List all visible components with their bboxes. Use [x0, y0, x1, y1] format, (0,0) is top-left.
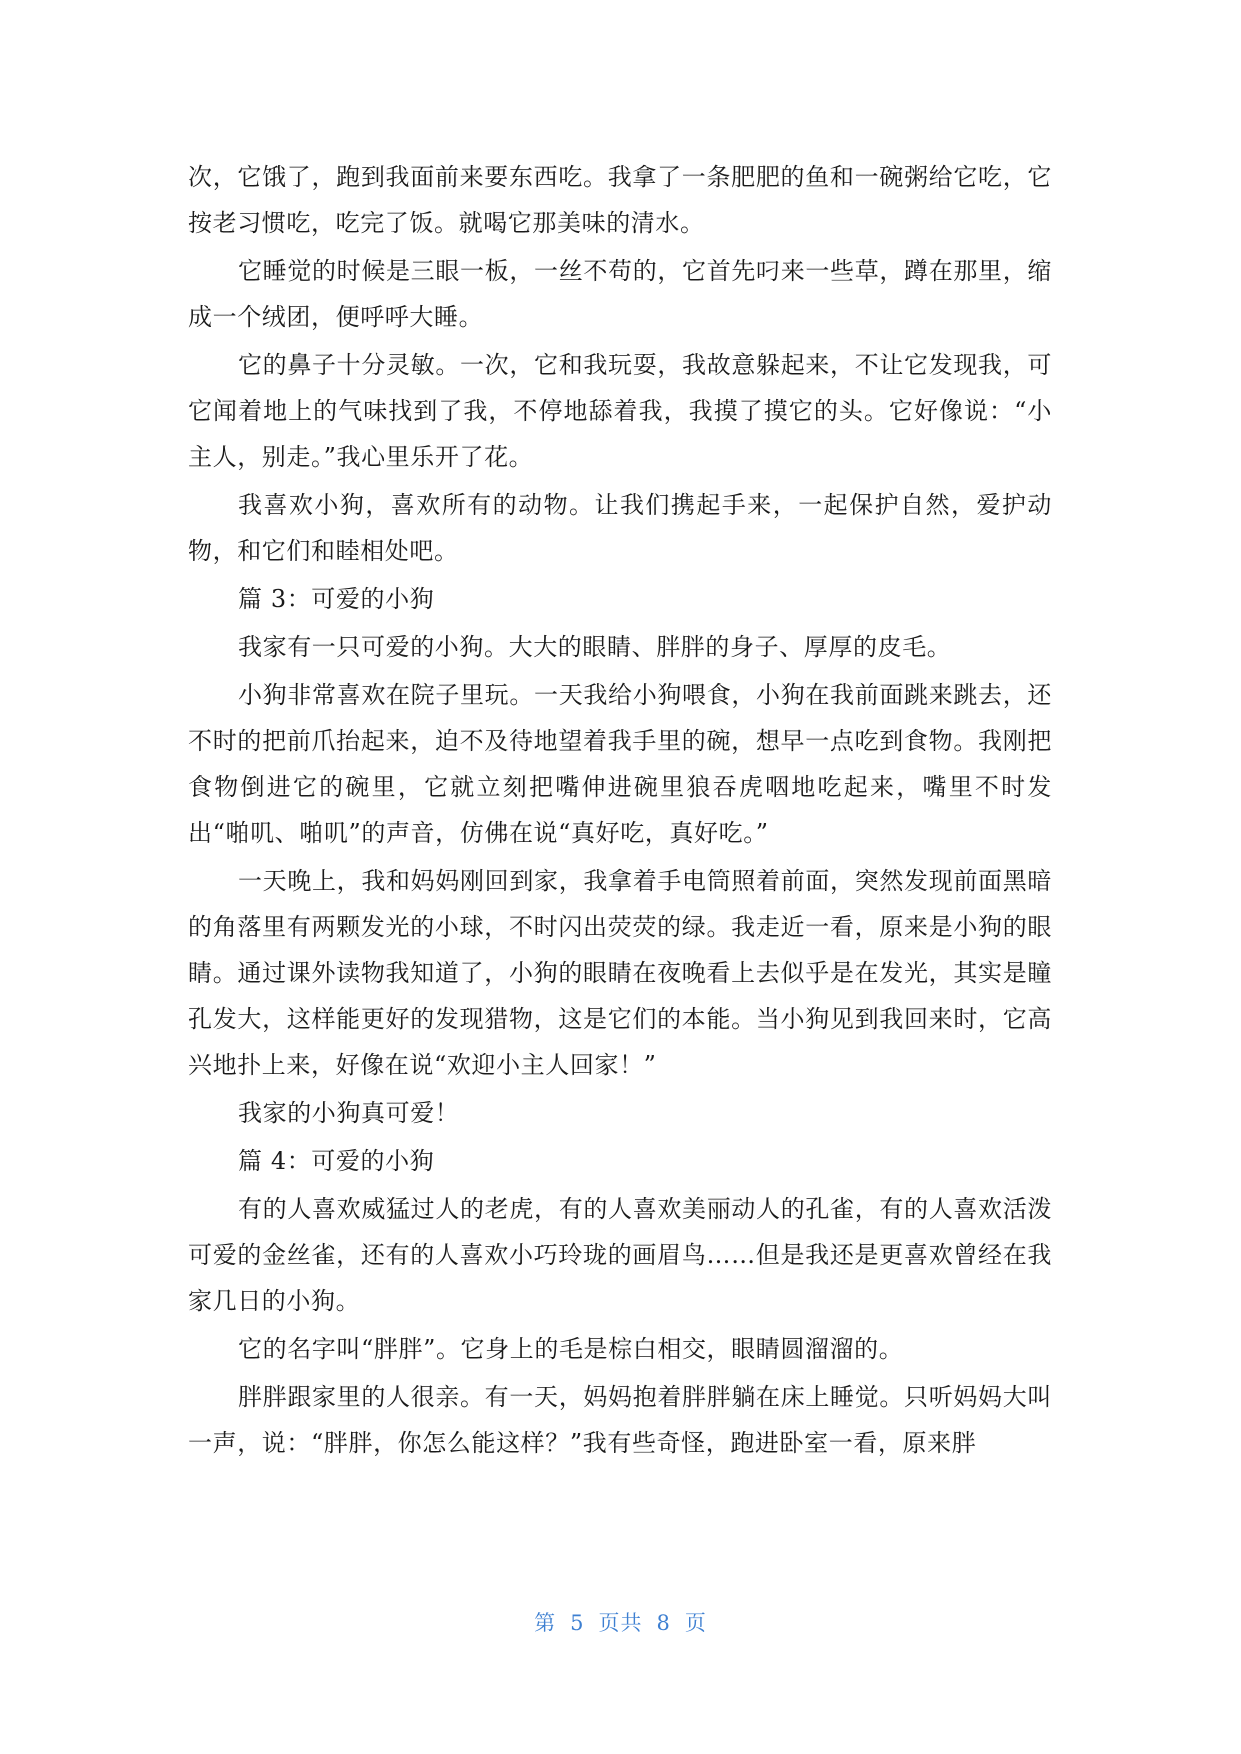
paragraph-9: 有的人喜欢威猛过人的老虎，有的人喜欢美丽动人的孔雀，有的人喜欢活泼可爱的金丝雀，还有的人喜欢小巧玲珑的画眉鸟……但是我还是更喜欢曾经在我家几日的小狗。: [188, 1195, 1052, 1315]
section-heading-3: 篇 3：可爱的小狗: [238, 585, 435, 613]
section-heading-4: 篇 4：可爱的小狗: [238, 1147, 435, 1175]
paragraph-6: 小狗非常喜欢在院子里玩。一天我给小狗喂食，小狗在我前面跳来跳去，还不时的把前爪抬起来，迫不及待地望着我手里的碗，想早一点吃到食物。我刚把食物倒进它的碗里，它就立刻把嘴伸进碗里狼吞虎咽地吃起来，嘴里不时发出“啪叽、啪叽”的声音，仿佛在说“真好吃，真好吃。”: [188, 681, 1052, 847]
paragraph-8: 我家的小狗真可爱！: [238, 1099, 460, 1127]
footer-current-page: 5: [570, 1611, 585, 1635]
paragraph-3: 它的鼻子十分灵敏。一次，它和我玩耍，我故意躲起来，不让它发现我，可它闻着地上的气味找到了我，不停地舔着我，我摸了摸它的头。它好像说：“小主人，别走。”我心里乐开了花。: [188, 351, 1052, 471]
paragraph-1: 次，它饿了，跑到我面前来要东西吃。我拿了一条肥肥的鱼和一碗粥给它吃，它按老习惯吃，吃完了饭。就喝它那美味的清水。: [188, 163, 1052, 237]
footer-prefix: 第: [534, 1611, 557, 1635]
paragraph-10: 它的名字叫“胖胖”。它身上的毛是棕白相交，眼睛圆溜溜的。: [238, 1335, 904, 1363]
footer-total-pages: 8: [656, 1611, 671, 1635]
paragraph-5: 我家有一只可爱的小狗。大大的眼睛、胖胖的身子、厚厚的皮毛。: [238, 633, 952, 661]
page-footer: [0, 1607, 1241, 1637]
paragraph-7: 一天晚上，我和妈妈刚回到家，我拿着手电筒照着前面，突然发现前面黑暗的角落里有两颗发光的小球，不时闪出荧荧的绿。我走近一看，原来是小狗的眼睛。通过课外读物我知道了，小狗的眼睛在夜晚看上去似乎是在发光，其实是瞳孔发大，这样能更好的发现猎物，这是它们的本能。当小狗见到我回来时，它高兴地扑上来，好像在说“欢迎小主人回家！”: [188, 867, 1052, 1079]
footer-suffix: 页: [684, 1611, 707, 1635]
paragraph-11: 胖胖跟家里的人很亲。有一天，妈妈抱着胖胖躺在床上睡觉。只听妈妈大叫一声，说：“胖胖，你怎么能这样？”我有些奇怪，跑进卧室一看，原来胖: [188, 1383, 1052, 1457]
document-body: [188, 154, 1052, 1468]
paragraph-4: 我喜欢小狗，喜欢所有的动物。让我们携起手来，一起保护自然，爱护动物，和它们和睦相处吧。: [188, 491, 1052, 565]
paragraph-2: 它睡觉的时候是三眼一板，一丝不苟的，它首先叼来一些草，蹲在那里，缩成一个绒团，便呼呼大睡。: [188, 257, 1052, 331]
footer-middle: 页共: [598, 1611, 643, 1635]
